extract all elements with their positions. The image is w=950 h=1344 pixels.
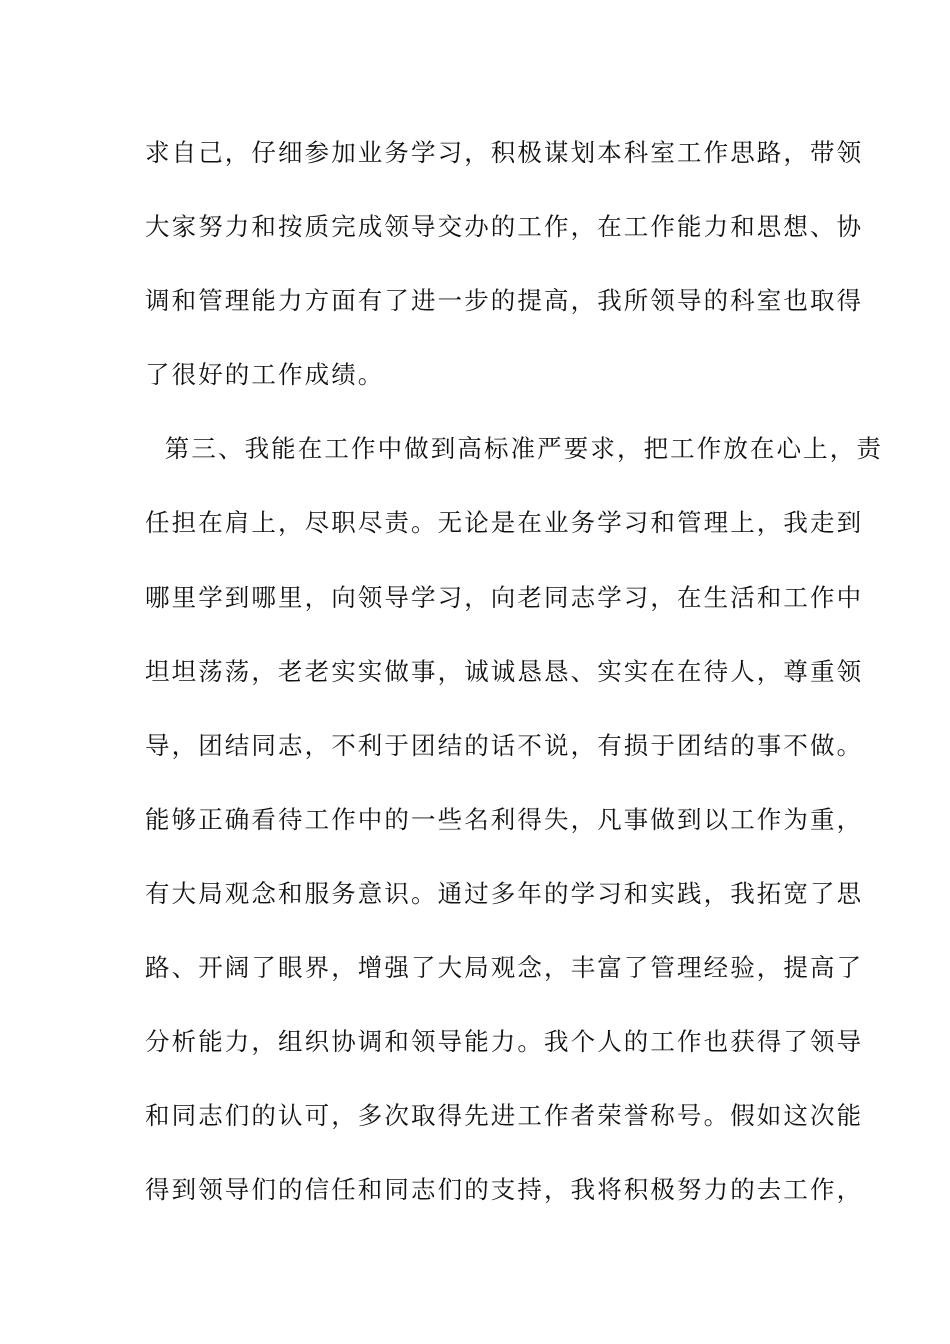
paragraph-start-line: 第三、我能在工作中做到高标准严要求，把工作放在心上，责 xyxy=(145,434,883,464)
body-text xyxy=(145,128,883,1239)
text-line: 导，团结同志，不利于团结的话不说，有损于团结的事不做。 xyxy=(145,730,864,760)
text-line: 大家努力和按质完成领导交办的工作，在工作能力和思想、协 xyxy=(145,212,864,242)
text-line: 有大局观念和服务意识。通过多年的学习和实践，我拓宽了思 xyxy=(145,878,864,908)
text-line: 能够正确看待工作中的一些名利得失，凡事做到以工作为重， xyxy=(145,804,864,834)
text-line: 哪里学到哪里，向领导学习，向老同志学习，在生活和工作中 xyxy=(145,582,864,612)
text-line: 坦坦荡荡，老老实实做事，诚诚恳恳、实实在在待人，尊重领 xyxy=(145,656,864,686)
text-line: 路、开阔了眼界，增强了大局观念，丰富了管理经验，提高了 xyxy=(145,953,864,983)
text-line: 和同志们的认可，多次取得先进工作者荣誉称号。假如这次能 xyxy=(145,1101,864,1131)
text-line: 调和管理能力方面有了进一步的提高，我所领导的科室也取得 xyxy=(145,286,864,316)
text-line: 得到领导们的信任和同志们的支持，我将积极努力的去工作， xyxy=(145,1175,864,1205)
text-line: 任担在肩上，尽职尽责。无论是在业务学习和管理上，我走到 xyxy=(145,508,864,538)
text-line: 分析能力，组织协调和领导能力。我个人的工作也获得了领导 xyxy=(145,1027,864,1057)
text-line: 了很好的工作成绩。 xyxy=(145,360,385,390)
text-line: 求自己，仔细参加业务学习，积极谋划本科室工作思路，带领 xyxy=(145,138,864,167)
